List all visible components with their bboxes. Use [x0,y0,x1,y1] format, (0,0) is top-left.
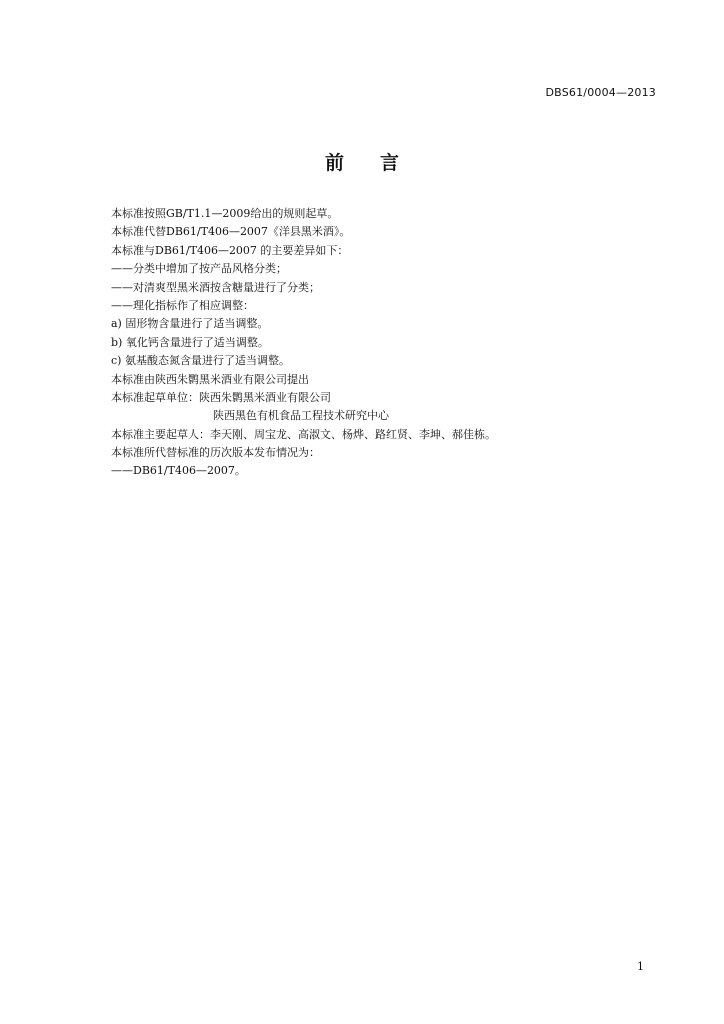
line-replaces: 本标准代替DB61/T406—2007《洋县黑米酒》。 [111,225,351,239]
document-code: DBS61/0004—2013 [545,86,656,99]
line-difference-sugar: ——对清爽型黑米酒按含糖量进行了分类； [111,280,320,294]
line-differences-intro: 本标准与DB61/T406—2007 的主要差异如下： [111,243,349,257]
line-history-intro: 本标准所代替标准的历次版本发布情况为： [111,446,320,460]
line-drafters: 本标准主要起草人：李天刚、周宝龙、高淑文、杨烨、路红贤、李坤、郝佳栋。 [111,427,496,441]
line-history-version: ——DB61/T406—2007。 [111,464,246,478]
line-drafting-unit-2: 陕西黑色有机食品工程技术研究中心 [213,409,389,423]
line-drafting-rules: 本标准按照GB/T1.1—2009给出的规则起草。 [111,207,339,220]
foreword-title-char-1: 前 [324,152,344,174]
line-item-c: c) 氨基酸态氮含量进行了适当调整。 [111,354,290,368]
foreword-title [0,148,724,175]
line-difference-style: ——分类中增加了按产品风格分类； [111,262,287,276]
line-item-a: a) 固形物含量进行了适当调整。 [111,317,269,331]
line-proposer: 本标准由陕西朱鹮黑米酒业有限公司提出 [111,372,309,386]
line-difference-physchem: ——理化指标作了相应调整： [111,298,254,312]
line-item-b: b) 氧化钙含量进行了适当调整。 [111,335,269,349]
line-drafting-units: 本标准起草单位：陕西朱鹮黑米酒业有限公司 [111,390,331,404]
page-number: 1 [637,960,644,973]
foreword-body [111,205,651,481]
foreword-title-char-2: 言 [380,152,400,174]
